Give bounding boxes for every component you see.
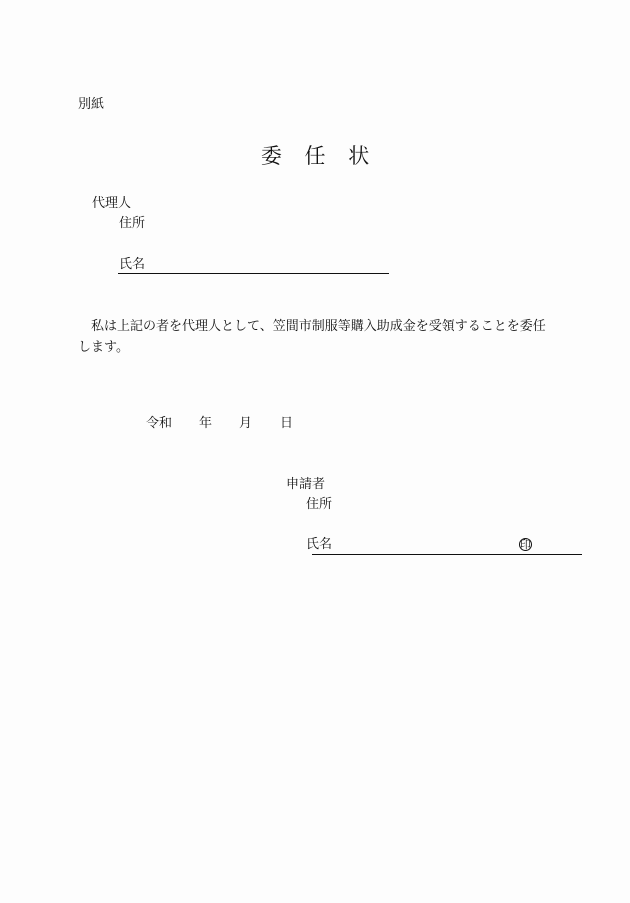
date-era: 令和 (146, 416, 173, 431)
date-month: 月 (239, 416, 253, 431)
agent-address-label: 住所 (119, 216, 146, 231)
attachment-label: 別紙 (78, 97, 105, 112)
applicant-heading: 申請者 (286, 477, 326, 492)
seal-mark: 印 (520, 538, 531, 551)
agent-name-underline (118, 273, 389, 274)
title-char-1: 委 (260, 144, 282, 168)
agent-name-label: 氏名 (119, 257, 146, 272)
title-char-3: 状 (348, 144, 370, 168)
applicant-address-label: 住所 (306, 497, 333, 512)
body-paragraph: 私は上記の者を代理人として、笠間市制服等購入助成金を受領することを委任します。 (78, 319, 546, 355)
document-title (0, 143, 630, 169)
applicant-name-label: 氏名 (306, 537, 333, 552)
date-year: 年 (199, 416, 213, 431)
title-char-2: 任 (304, 144, 326, 168)
date-day: 日 (280, 416, 294, 431)
applicant-name-underline (312, 554, 582, 555)
agent-heading: 代理人 (92, 196, 132, 211)
